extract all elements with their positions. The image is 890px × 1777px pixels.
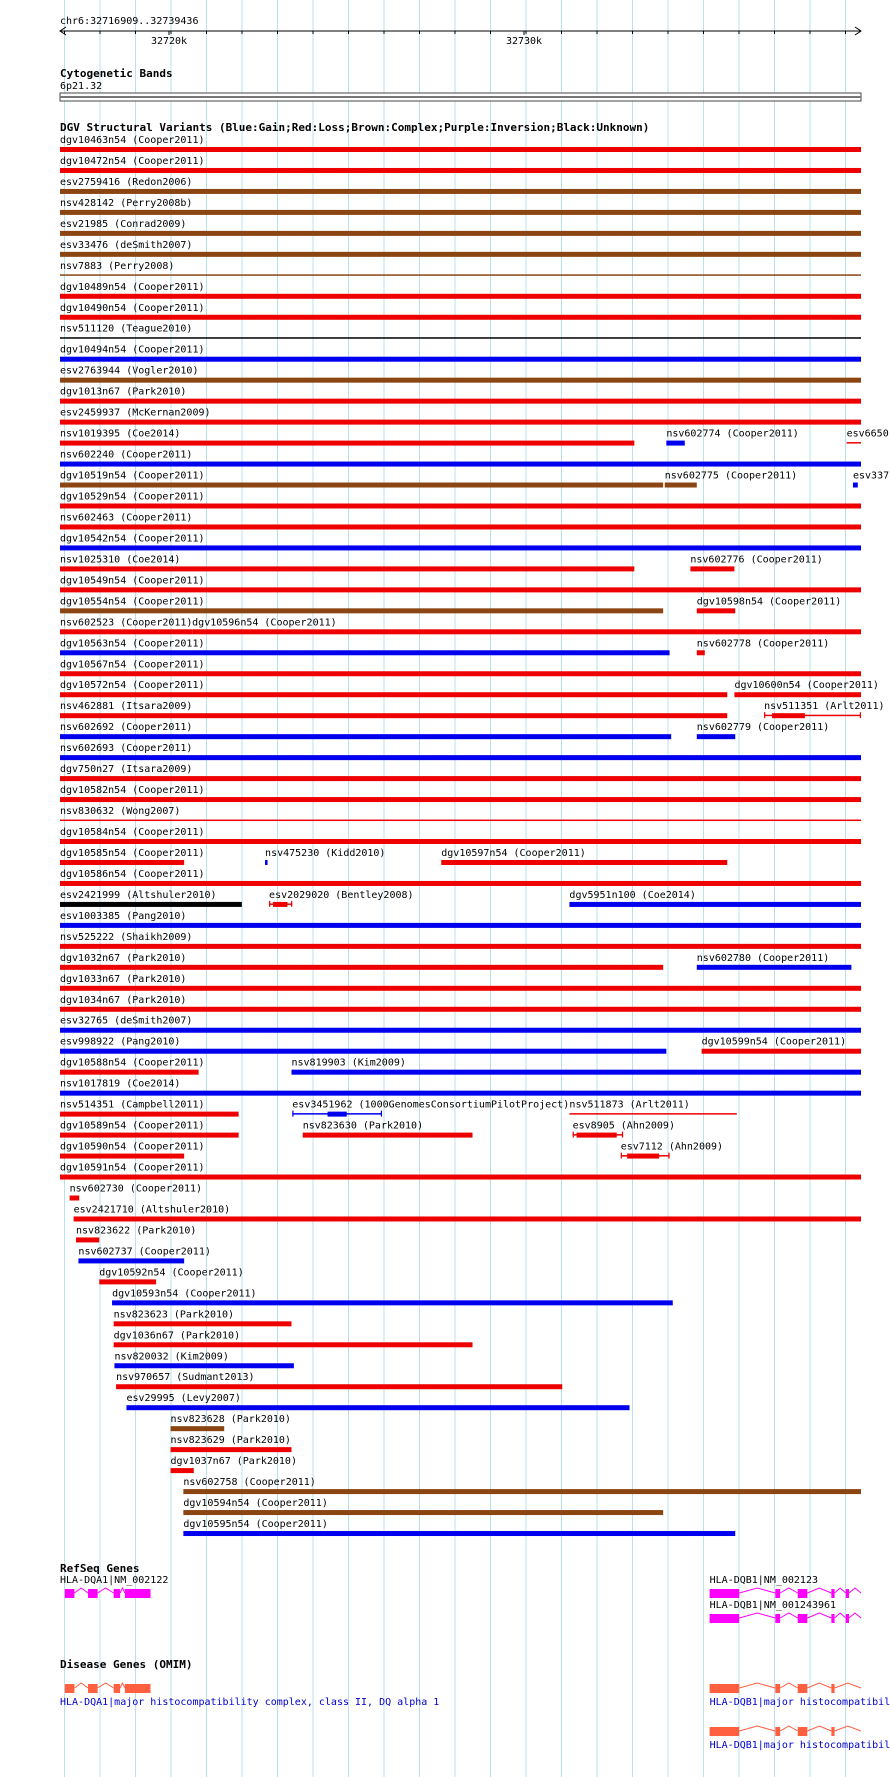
variant-bar[interactable] (60, 210, 861, 215)
variant-label: esv6650 (846, 428, 889, 440)
variant-bar[interactable] (60, 315, 861, 320)
variant-bar[interactable] (60, 378, 861, 383)
refseq-features (60, 1575, 861, 1623)
variant-label: nsv602523 (Cooper2011) (60, 617, 193, 629)
gene-exon[interactable] (125, 1589, 151, 1598)
variant-label: nsv823630 (Park2010) (302, 1120, 424, 1132)
variant-bar[interactable] (690, 566, 734, 571)
variant-label: dgv10598n54 (Cooper2011) (696, 596, 842, 608)
variant-label: dgv10600n54 (Cooper2011) (734, 680, 879, 692)
variant-label: dgv10591n54 (Cooper2011) (60, 1162, 205, 1174)
ruler-region-label: chr6:32716909..32739436 (60, 16, 199, 27)
variant-label: esv2759416 (Redon2006) (60, 176, 193, 188)
variant-bar[interactable] (70, 1196, 80, 1201)
variant-label: esv2763944 (Vogler2010) (60, 365, 199, 377)
variant-label: dgv10542n54 (Cooper2011) (60, 533, 205, 545)
dgv-track (60, 121, 889, 1536)
variant-bar[interactable] (291, 1070, 861, 1075)
variant-label: dgv10599n54 (Cooper2011) (701, 1036, 847, 1048)
gene-exon[interactable] (831, 1614, 834, 1623)
variant-label: dgv10582n54 (Cooper2011) (60, 785, 205, 797)
variant-bar[interactable] (60, 650, 670, 655)
gene-exon[interactable] (114, 1589, 120, 1598)
variant-label: dgv10490n54 (Cooper2011) (60, 302, 205, 314)
variant-label: nsv823623 (Park2010) (113, 1309, 235, 1321)
variant-bar[interactable] (60, 1049, 666, 1054)
variant-label: dgv10597n54 (Cooper2011) (441, 847, 586, 859)
variant-label: esv2421710 (Altshuler2010) (73, 1204, 231, 1216)
variant-label: esv21985 (Conrad2009) (60, 218, 187, 230)
gene-exon[interactable] (798, 1684, 808, 1693)
variant-bar[interactable] (702, 1049, 861, 1054)
variant-bar[interactable] (60, 1175, 861, 1180)
variant-bar[interactable] (60, 503, 861, 508)
variant-label: dgv10549n54 (Cooper2011) (60, 575, 205, 587)
variant-label: nsv823628 (Park2010) (170, 1414, 291, 1426)
variant-label: nsv511120 (Teague2010) (60, 323, 193, 335)
gene-exon[interactable] (831, 1684, 834, 1693)
variant-bar[interactable] (60, 923, 861, 928)
variant-label: dgv10554n54 (Cooper2011) (60, 596, 205, 608)
omim-features (60, 1683, 890, 1751)
variant-label: esv32765 (deSmith2007) (60, 1015, 193, 1027)
variant-label: nsv602758 (Cooper2011) (183, 1477, 316, 1489)
variant-bar[interactable] (60, 713, 727, 718)
variant-bar[interactable] (60, 902, 242, 907)
variant-end-cap (668, 1153, 669, 1159)
variant-label: nsv602730 (Cooper2011) (69, 1183, 203, 1195)
variant-label: nsv602778 (Cooper2011) (696, 638, 830, 650)
variant-label: nsv428142 (Perry2008b) (60, 197, 193, 209)
ruler (60, 16, 861, 47)
variant-bar[interactable] (60, 294, 861, 299)
omim-gene-label[interactable]: HLA-DQB1|major histocompatibil (709, 1697, 890, 1708)
gene-exon[interactable] (88, 1589, 98, 1598)
variant-label: nsv602775 (Cooper2011) (664, 470, 798, 482)
variant-bar[interactable] (60, 168, 861, 173)
variant-end-cap (622, 1132, 623, 1138)
variant-label: nsv7883 (Perry2008) (60, 260, 175, 272)
gene-exon[interactable] (831, 1589, 834, 1598)
gene-exon[interactable] (710, 1684, 740, 1693)
variant-label: dgv10586n54 (Cooper2011) (60, 868, 205, 880)
variant-bar[interactable] (112, 1300, 673, 1305)
variant-label: esv1003385 (Pang2010) (60, 910, 187, 922)
variant-label: nsv1017819 (Coe2014) (60, 1078, 181, 1090)
variant-label: dgv10590n54 (Cooper2011) (60, 1141, 205, 1153)
gene-exon[interactable] (846, 1614, 849, 1623)
variant-bar[interactable] (60, 545, 861, 550)
variant-bar[interactable] (183, 1489, 861, 1494)
variant-bar[interactable] (60, 252, 861, 257)
variant-bar[interactable] (666, 441, 684, 446)
variant-end-cap (860, 712, 861, 718)
variant-bar[interactable] (60, 357, 861, 362)
variant-bar[interactable] (60, 608, 663, 613)
cyto-band-label: 6p21.32 (60, 81, 103, 92)
variant-bar[interactable] (60, 1133, 239, 1138)
variant-label: nsv819903 (Kim2009) (291, 1057, 406, 1069)
variant-label: nsv525222 (Shaikh2009) (60, 931, 193, 943)
variant-label: dgv1037n67 (Park2010) (170, 1456, 297, 1468)
variant-bar[interactable] (78, 1258, 184, 1263)
variant-bar[interactable] (60, 1154, 184, 1159)
variant-bar[interactable] (99, 1279, 156, 1284)
variant-bar[interactable] (265, 860, 268, 865)
variant-label: esv337 (852, 470, 890, 482)
gene-exon[interactable] (710, 1727, 740, 1736)
variant-label: dgv10489n54 (Cooper2011) (60, 281, 205, 293)
refseq-track (60, 1562, 861, 1623)
variant-label: nsv1025310 (Coe2014) (60, 554, 181, 566)
variant-bar[interactable] (114, 1321, 292, 1326)
variant-label: dgv10593n54 (Cooper2011) (112, 1288, 257, 1300)
variant-label: dgv10589n54 (Cooper2011) (60, 1120, 205, 1132)
variant-bar[interactable] (60, 944, 861, 949)
variant-label: esv29995 (Levy2007) (126, 1393, 241, 1405)
variant-start-cap (621, 1153, 622, 1159)
cytogenetic-bands-track (60, 67, 861, 101)
variant-bar[interactable] (303, 1133, 473, 1138)
variant-bar[interactable] (569, 902, 861, 907)
variant-bar[interactable] (60, 274, 861, 276)
gene-exon[interactable] (65, 1589, 75, 1598)
variant-start-cap (269, 901, 270, 907)
variant-bar[interactable] (273, 902, 287, 907)
variant-label: dgv10494n54 (Cooper2011) (60, 344, 205, 356)
ruler-tick-label-1: 32720k (150, 36, 188, 47)
gene-label[interactable]: HLA-DQB1|NM_001243961 (709, 1600, 837, 1611)
variant-label: esv2421999 (Altshuler2010) (60, 889, 217, 901)
variant-label: dgv10472n54 (Cooper2011) (60, 155, 205, 167)
variant-label: dgv10519n54 (Cooper2011) (60, 470, 205, 482)
variant-label: nsv1019395 (Coe2014) (60, 428, 181, 440)
omim-track-title: Disease Genes (OMIM) (60, 1658, 193, 1671)
variant-label: esv998922 (Pang2010) (60, 1036, 181, 1048)
gene-exon[interactable] (125, 1684, 151, 1693)
variant-bar[interactable] (627, 1154, 659, 1159)
variant-label: dgv10567n54 (Cooper2011) (60, 659, 205, 671)
variant-label: dgv10595n54 (Cooper2011) (183, 1519, 328, 1531)
gene-exon[interactable] (710, 1614, 740, 1623)
gene-exon[interactable] (798, 1727, 808, 1736)
variant-label: nsv511351 (Arlt2011) (764, 701, 885, 713)
variant-bar[interactable] (60, 462, 861, 467)
variant-bar[interactable] (183, 1510, 663, 1515)
variant-bar[interactable] (60, 587, 861, 592)
variant-bar[interactable] (60, 965, 663, 970)
variant-bar[interactable] (697, 608, 735, 613)
variant-label: nsv602240 (Cooper2011) (60, 449, 193, 461)
variant-label: dgv10596n54 (Cooper2011) (192, 617, 337, 629)
variant-bar[interactable] (60, 483, 663, 488)
ruler-tick-label-2: 32730k (505, 36, 543, 47)
variant-bar[interactable] (328, 1112, 347, 1117)
variant-bar[interactable] (697, 965, 852, 970)
variant-bar[interactable] (60, 231, 861, 236)
gene-label[interactable]: HLA-DQB1|NM_002123 (709, 1575, 818, 1586)
omim-track (60, 1658, 890, 1751)
variant-label: nsv462881 (Itsara2009) (60, 701, 193, 713)
variant-label: dgv1033n67 (Park2010) (60, 973, 187, 985)
variant-bar[interactable] (697, 734, 735, 739)
variant-label: nsv511873 (Arlt2011) (569, 1099, 690, 1111)
variant-bar[interactable] (171, 1447, 292, 1452)
refseq-track-title: RefSeq Genes (60, 1562, 140, 1575)
variant-label: nsv602774 (Cooper2011) (666, 428, 799, 440)
variant-bar[interactable] (60, 986, 861, 991)
variant-start-cap (573, 1132, 574, 1138)
variant-label: nsv602779 (Cooper2011) (696, 722, 830, 734)
variant-label: dgv1032n67 (Park2010) (60, 952, 187, 964)
variant-start-cap (764, 712, 765, 718)
variant-bar[interactable] (60, 839, 861, 844)
variant-label: esv3451962 (1000GenomesConsortiumPilotProject) (292, 1099, 570, 1111)
variant-end-cap (381, 1111, 382, 1117)
variant-label: dgv750n27 (Itsara2009) (60, 764, 193, 776)
variant-bar[interactable] (665, 483, 697, 488)
variant-bar[interactable] (114, 1363, 293, 1368)
variant-bar[interactable] (60, 337, 861, 339)
variant-label: nsv602693 (Cooper2011) (60, 743, 193, 755)
variant-label: nsv970657 (Sudmant2013) (116, 1372, 255, 1384)
variant-label: esv7112 (Ahn2009) (620, 1141, 724, 1153)
variant-label: nsv823622 (Park2010) (76, 1225, 197, 1237)
variant-bar[interactable] (697, 650, 705, 655)
variant-label: nsv602737 (Cooper2011) (78, 1246, 211, 1258)
gene-exon[interactable] (114, 1684, 120, 1693)
variant-label: nsv823629 (Park2010) (170, 1435, 291, 1447)
variant-label: nsv602780 (Cooper2011) (696, 952, 830, 964)
variant-bar[interactable] (60, 692, 727, 697)
gene-exon[interactable] (798, 1589, 808, 1598)
variant-label: nsv602463 (Cooper2011) (60, 512, 193, 524)
variant-bar[interactable] (76, 1237, 99, 1242)
variant-label: dgv10572n54 (Cooper2011) (60, 680, 205, 692)
gene-exon[interactable] (831, 1727, 834, 1736)
variant-bar[interactable] (60, 629, 192, 634)
variant-label: esv2029020 (Bentley2008) (269, 889, 414, 901)
variant-label: dgv10594n54 (Cooper2011) (183, 1498, 328, 1510)
variant-bar[interactable] (60, 734, 671, 739)
variant-bar[interactable] (60, 797, 861, 802)
omim-gene-label[interactable]: HLA-DQA1|major histocompatibility complex, class II, DQ alpha 1 (60, 1697, 440, 1708)
dgv-features (60, 135, 889, 1536)
variant-bar[interactable] (60, 1028, 861, 1033)
gene-exon[interactable] (775, 1727, 780, 1736)
variant-label: dgv10592n54 (Cooper2011) (99, 1267, 244, 1279)
variant-label: dgv10588n54 (Cooper2011) (60, 1057, 205, 1069)
variant-bar[interactable] (853, 483, 858, 488)
variant-label: dgv1013n67 (Park2010) (60, 386, 187, 398)
variant-bar[interactable] (772, 713, 805, 718)
variant-bar[interactable] (60, 881, 861, 886)
variant-bar[interactable] (60, 776, 861, 781)
variant-bar[interactable] (60, 420, 861, 425)
variant-bar[interactable] (116, 1384, 562, 1389)
variant-bar[interactable] (60, 189, 861, 194)
variant-label: nsv830632 (Wong2007) (60, 806, 181, 818)
variant-bar[interactable] (74, 1216, 861, 1221)
gene-exon[interactable] (88, 1684, 98, 1693)
cyto-track-title: Cytogenetic Bands (60, 67, 173, 80)
variant-label: nsv820032 (Kim2009) (114, 1351, 229, 1363)
variant-label: nsv602692 (Cooper2011) (60, 722, 193, 734)
variant-label: esv8905 (Ahn2009) (572, 1120, 675, 1132)
variant-bar[interactable] (60, 524, 861, 529)
variant-bar[interactable] (114, 1342, 473, 1347)
variant-label: dgv1036n67 (Park2010) (113, 1330, 241, 1342)
variant-bar[interactable] (60, 566, 634, 571)
variant-bar[interactable] (60, 860, 184, 865)
variant-bar[interactable] (192, 629, 861, 634)
variant-bar[interactable] (734, 692, 861, 697)
variant-bar[interactable] (183, 1531, 735, 1536)
variant-bar[interactable] (126, 1405, 629, 1410)
variant-label: esv33476 (deSmith2007) (60, 239, 193, 251)
variant-bar[interactable] (60, 399, 861, 404)
variant-bar[interactable] (60, 1070, 199, 1075)
variant-bar[interactable] (60, 1112, 239, 1117)
variant-label: dgv10584n54 (Cooper2011) (60, 827, 205, 839)
gene-exon[interactable] (846, 1589, 849, 1598)
variant-bar[interactable] (60, 1091, 861, 1096)
omim-gene-label[interactable]: HLA-DQB1|major histocompatibil (709, 1740, 890, 1751)
gene-exon[interactable] (775, 1589, 780, 1598)
variant-bar[interactable] (60, 1007, 861, 1012)
variant-label: dgv10585n54 (Cooper2011) (60, 847, 205, 859)
variant-bar[interactable] (171, 1468, 194, 1473)
gene-exon[interactable] (710, 1589, 740, 1598)
variant-label: nsv602776 (Cooper2011) (690, 554, 823, 566)
variant-label: dgv5951n100 (Coe2014) (569, 889, 696, 901)
variant-bar[interactable] (441, 860, 727, 865)
variant-bar[interactable] (847, 442, 861, 444)
gene-exon[interactable] (775, 1614, 780, 1623)
variant-bar[interactable] (577, 1133, 617, 1138)
variant-start-cap (292, 1111, 293, 1117)
gene-exon[interactable] (775, 1684, 780, 1693)
dgv-track-title: DGV Structural Variants (Blue:Gain;Red:Loss;Brown:Complex;Purple:Inversion;Black:Unknown) (60, 121, 650, 134)
variant-bar[interactable] (60, 755, 861, 760)
variant-label: esv2459937 (McKernan2009) (60, 407, 211, 419)
variant-label: dgv10463n54 (Cooper2011) (60, 135, 205, 146)
gene-exon[interactable] (798, 1614, 808, 1623)
gene-exon[interactable] (65, 1684, 75, 1693)
gene-label[interactable]: HLA-DQA1|NM_002122 (60, 1575, 169, 1586)
variant-label: nsv514351 (Campbell2011) (60, 1099, 205, 1111)
variant-label: dgv10529n54 (Cooper2011) (60, 491, 205, 503)
variant-label: dgv10563n54 (Cooper2011) (60, 638, 205, 650)
variant-bar[interactable] (60, 671, 861, 676)
variant-end-cap (291, 901, 292, 907)
variant-bar[interactable] (171, 1426, 225, 1431)
variant-bar[interactable] (60, 441, 634, 446)
variant-bar[interactable] (60, 147, 861, 152)
variant-label: nsv475230 (Kidd2010) (265, 847, 386, 859)
variant-label: dgv1034n67 (Park2010) (60, 994, 187, 1006)
variant-bar[interactable] (569, 1113, 736, 1115)
variant-bar[interactable] (60, 820, 861, 822)
